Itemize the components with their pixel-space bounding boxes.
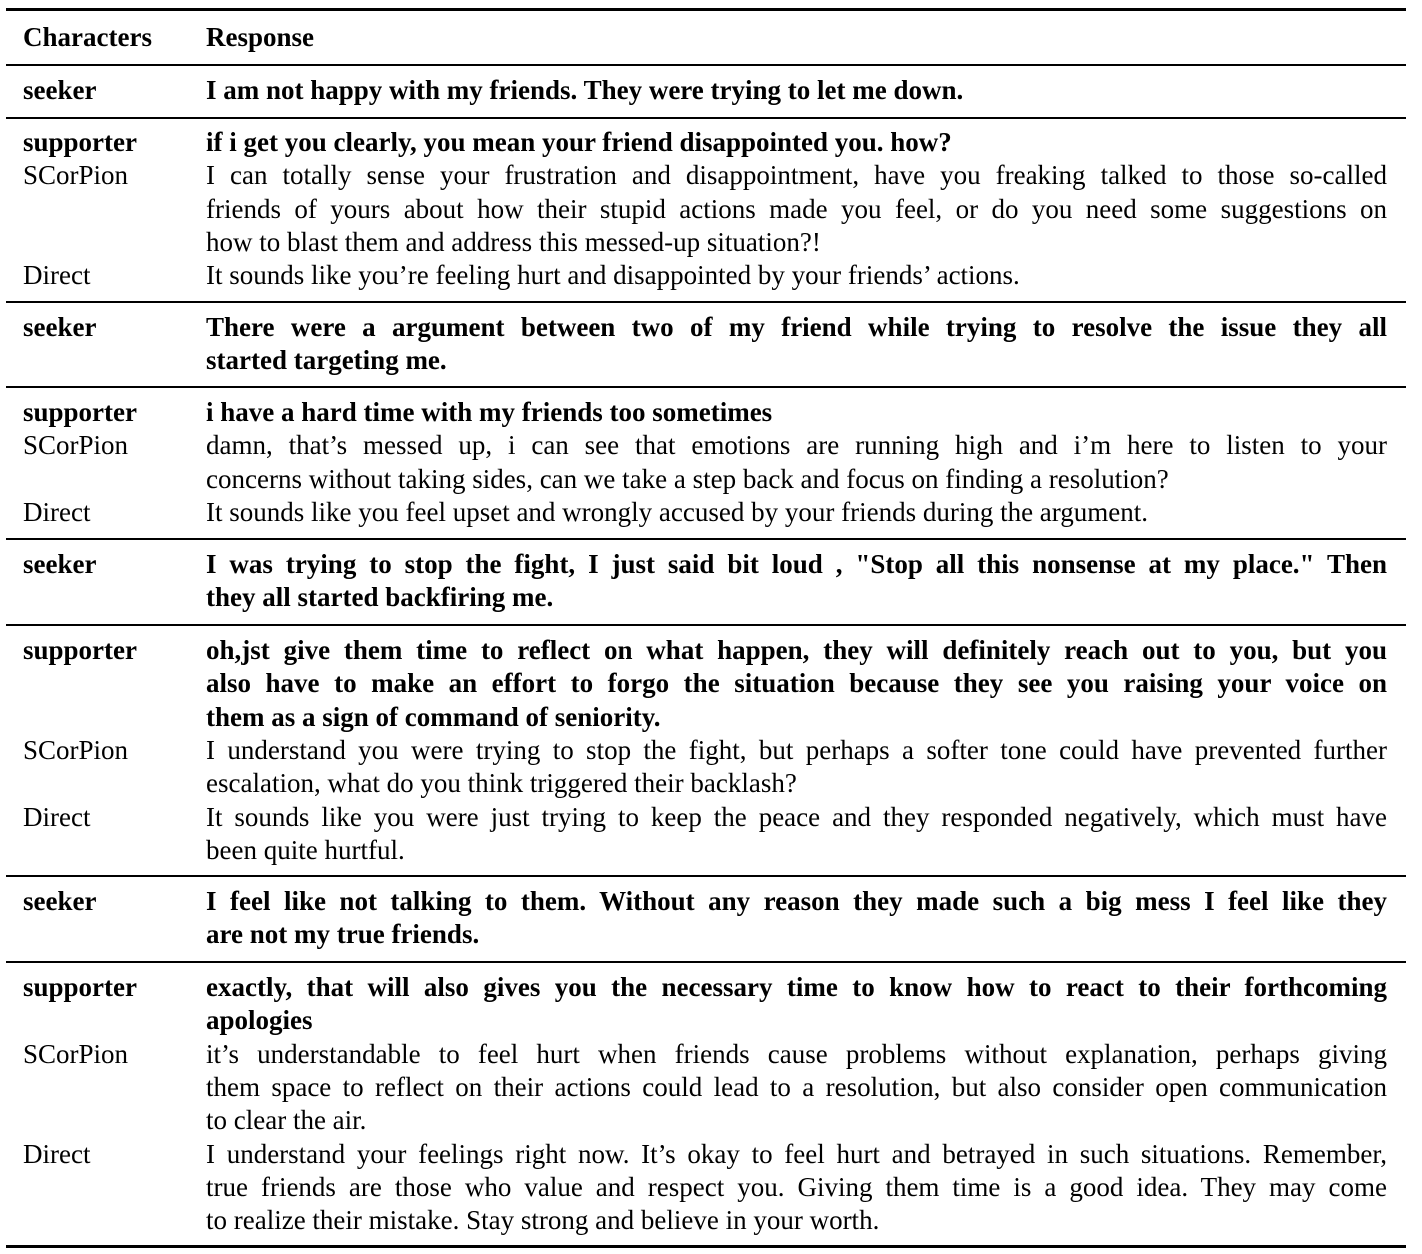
character-label: supporter — [23, 127, 137, 157]
response-line: exactly, that will also gives you the necessary time to know how to react to their forthcoming — [206, 972, 1387, 1002]
character-label: supporter — [23, 397, 137, 427]
bottom-rule — [6, 1245, 1406, 1248]
response-line: I understand your feelings right now. It’s okay to feel hurt and betrayed in such situations. Remember, — [206, 1138, 1387, 1169]
character-label: seeker — [23, 549, 97, 579]
response-line: I understand you were trying to stop the fight, but perhaps a softer tone could have prevented further — [206, 734, 1387, 765]
group-separator-rule — [6, 961, 1406, 963]
character-label: SCorPion — [23, 1038, 129, 1069]
response-line: they all started backfiring me. — [206, 582, 554, 613]
character-label: SCorPion — [23, 734, 129, 765]
response-line: concerns without taking sides, can we take a step back and focus on finding a resolution? — [206, 463, 1169, 494]
response-line: It sounds like you were just trying to keep the peace and they responded negatively, which must have — [206, 801, 1387, 832]
group-separator-rule — [6, 875, 1406, 877]
group-separator-rule — [6, 117, 1406, 119]
response-line: I was trying to stop the fight, I just said bit loud , "Stop all this nonsense at my place." Then — [206, 549, 1387, 579]
response-line: them space to reflect on their actions could lead to a resolution, but also consider open communication — [206, 1071, 1387, 1102]
character-label: Direct — [23, 496, 91, 527]
character-label: SCorPion — [23, 430, 129, 461]
group-separator-rule — [6, 386, 1406, 388]
response-line: It sounds like you feel upset and wrongly accused by your friends during the argument. — [206, 496, 1149, 527]
group-separator-rule — [6, 538, 1406, 540]
character-label: Direct — [23, 260, 91, 291]
character-label: Direct — [23, 801, 91, 832]
response-line: also have to make an effort to forgo the situation because they see you raising your voice on — [206, 668, 1387, 699]
character-label: Direct — [23, 1138, 91, 1169]
character-label: seeker — [23, 312, 97, 342]
response-line: to realize their mistake. Stay strong and believe in your worth. — [206, 1205, 880, 1236]
response-line: There were a argument between two of my friend while trying to resolve the issue they all — [206, 312, 1387, 342]
header-rule — [6, 64, 1406, 66]
header-response: Response — [206, 22, 315, 52]
character-label: supporter — [23, 972, 137, 1002]
response-line: friends of yours about how their stupid actions made you feel, or do you need some suggestions on — [206, 193, 1387, 224]
group-separator-rule — [6, 624, 1406, 626]
top-rule — [6, 8, 1406, 11]
response-line: escalation, what do you think triggered their backlash? — [206, 768, 797, 799]
response-line: apologies — [206, 1005, 313, 1036]
response-line: started targeting me. — [206, 345, 447, 376]
character-label: seeker — [23, 886, 97, 916]
response-line: oh,jst give them time to reflect on what happen, they will definitely reach out to you, but you — [206, 635, 1387, 665]
character-label: supporter — [23, 635, 137, 665]
response-line: them as a sign of command of seniority. — [206, 701, 661, 732]
character-label: seeker — [23, 75, 97, 105]
character-label: SCorPion — [23, 160, 129, 191]
response-line: to clear the air. — [206, 1105, 367, 1136]
response-line: I am not happy with my friends. They were trying to let me down. — [206, 75, 964, 105]
group-separator-rule — [6, 301, 1406, 303]
response-line: It sounds like you’re feeling hurt and disappointed by your friends’ actions. — [206, 260, 1020, 291]
response-line: I can totally sense your frustration and disappointment, have you freaking talked to those so-called — [206, 160, 1387, 191]
response-line: been quite hurtful. — [206, 834, 405, 865]
response-line: if i get you clearly, you mean your friend disappointed you. how? — [206, 127, 952, 157]
response-line: are not my true friends. — [206, 919, 480, 950]
response-line: damn, that’s messed up, i can see that emotions are running high and i’m here to listen to your — [206, 430, 1387, 461]
response-line: true friends are those who value and respect you. Giving them time is a good idea. They may come — [206, 1171, 1387, 1202]
response-line: how to blast them and address this messed-up situation?! — [206, 226, 821, 257]
header-characters: Characters — [23, 22, 152, 52]
response-line: I feel like not talking to them. Without any reason they made such a big mess I feel like they — [206, 886, 1387, 916]
response-line: i have a hard time with my friends too sometimes — [206, 397, 773, 427]
response-line: it’s understandable to feel hurt when friends cause problems without explanation, perhaps giving — [206, 1038, 1387, 1069]
